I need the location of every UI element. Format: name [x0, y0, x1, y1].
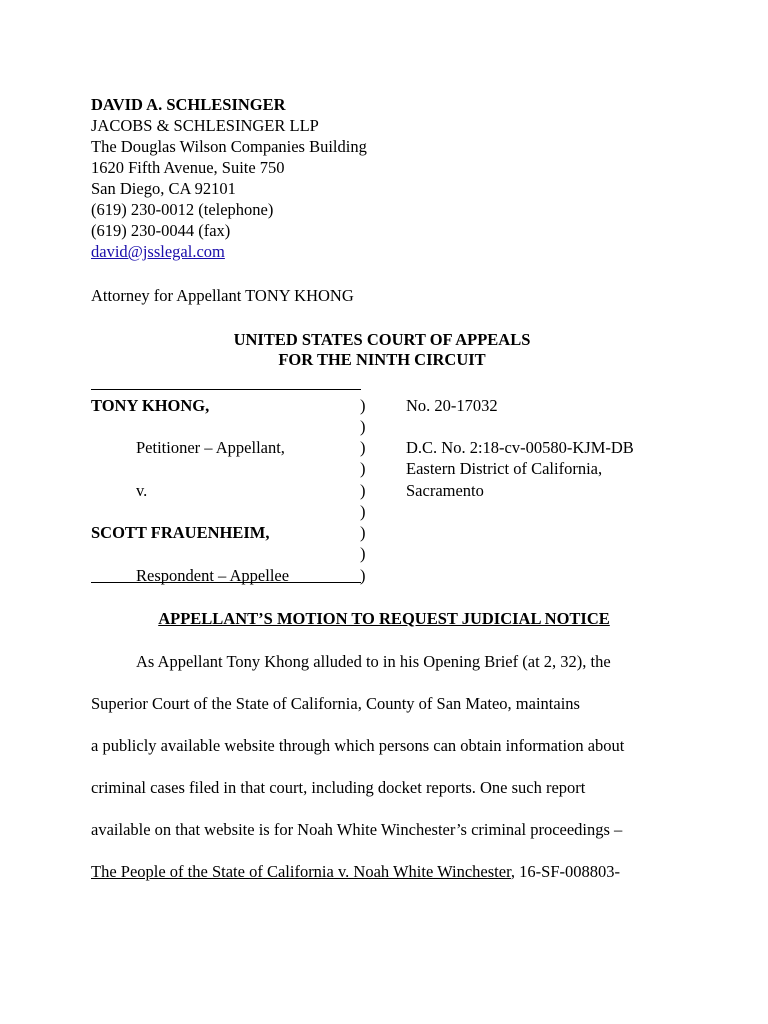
counsel-fax: (619) 230-0044 (fax)	[91, 221, 231, 240]
caption-paren: )	[360, 438, 366, 457]
case-number: No. 20-17032	[406, 396, 498, 415]
court-name-line2: FOR THE NINTH CIRCUIT	[278, 350, 486, 369]
court-name-line1: UNITED STATES COURT OF APPEALS	[233, 330, 531, 349]
counsel-role: Attorney for Appellant TONY KHONG	[91, 286, 354, 305]
caption-top-rule	[91, 389, 361, 390]
caption-petitioner: TONY KHONG,	[91, 396, 210, 415]
body-line-4: criminal cases filed in that court, including docket reports. One such report	[91, 778, 586, 797]
case-citation-number: , 16-SF-008803-	[510, 862, 621, 881]
caption-petitioner-role: Petitioner – Appellant,	[136, 438, 285, 457]
caption-paren: )	[360, 502, 366, 521]
counsel-city: San Diego, CA 92101	[91, 179, 236, 198]
body-line-1: As Appellant Tony Khong alluded to in his Opening Brief (at 2, 32), the	[136, 652, 611, 671]
body-line-3: a publicly available website through which persons can obtain information about	[91, 736, 625, 755]
caption-paren: )	[360, 566, 366, 585]
caption-respondent-role: Respondent – Appellee	[136, 566, 290, 585]
counsel-firm: JACOBS & SCHLESINGER LLP	[91, 116, 319, 135]
body-line-6	[91, 861, 620, 882]
caption-paren: )	[360, 459, 366, 478]
counsel-name: DAVID A. SCHLESINGER	[91, 95, 286, 114]
counsel-building: The Douglas Wilson Companies Building	[91, 137, 367, 156]
district-name: Eastern District of California,	[406, 459, 603, 478]
caption-paren: )	[360, 544, 366, 563]
caption-respondent: SCOTT FRAUENHEIM,	[91, 523, 270, 542]
counsel-phone: (619) 230-0012 (telephone)	[91, 200, 274, 219]
caption-paren: )	[360, 417, 366, 436]
caption-paren: )	[360, 523, 366, 542]
district-court-number: D.C. No. 2:18-cv-00580-KJM-DB	[406, 438, 634, 457]
counsel-email-link[interactable]: david@jsslegal.com	[91, 242, 225, 261]
counsel-street: 1620 Fifth Avenue, Suite 750	[91, 158, 285, 177]
caption-versus: v.	[136, 481, 148, 500]
body-line-5: available on that website is for Noah White Winchester’s criminal proceedings –	[91, 820, 623, 839]
district-division: Sacramento	[406, 481, 484, 500]
caption-paren: )	[360, 481, 366, 500]
caption-paren: )	[360, 396, 366, 415]
body-line-2: Superior Court of the State of California, County of San Mateo, maintains	[91, 694, 580, 713]
case-citation-name: The People of the State of California v. Noah White Winchester	[91, 862, 511, 881]
motion-title: APPELLANT’S MOTION TO REQUEST JUDICIAL NOTICE	[158, 609, 610, 628]
